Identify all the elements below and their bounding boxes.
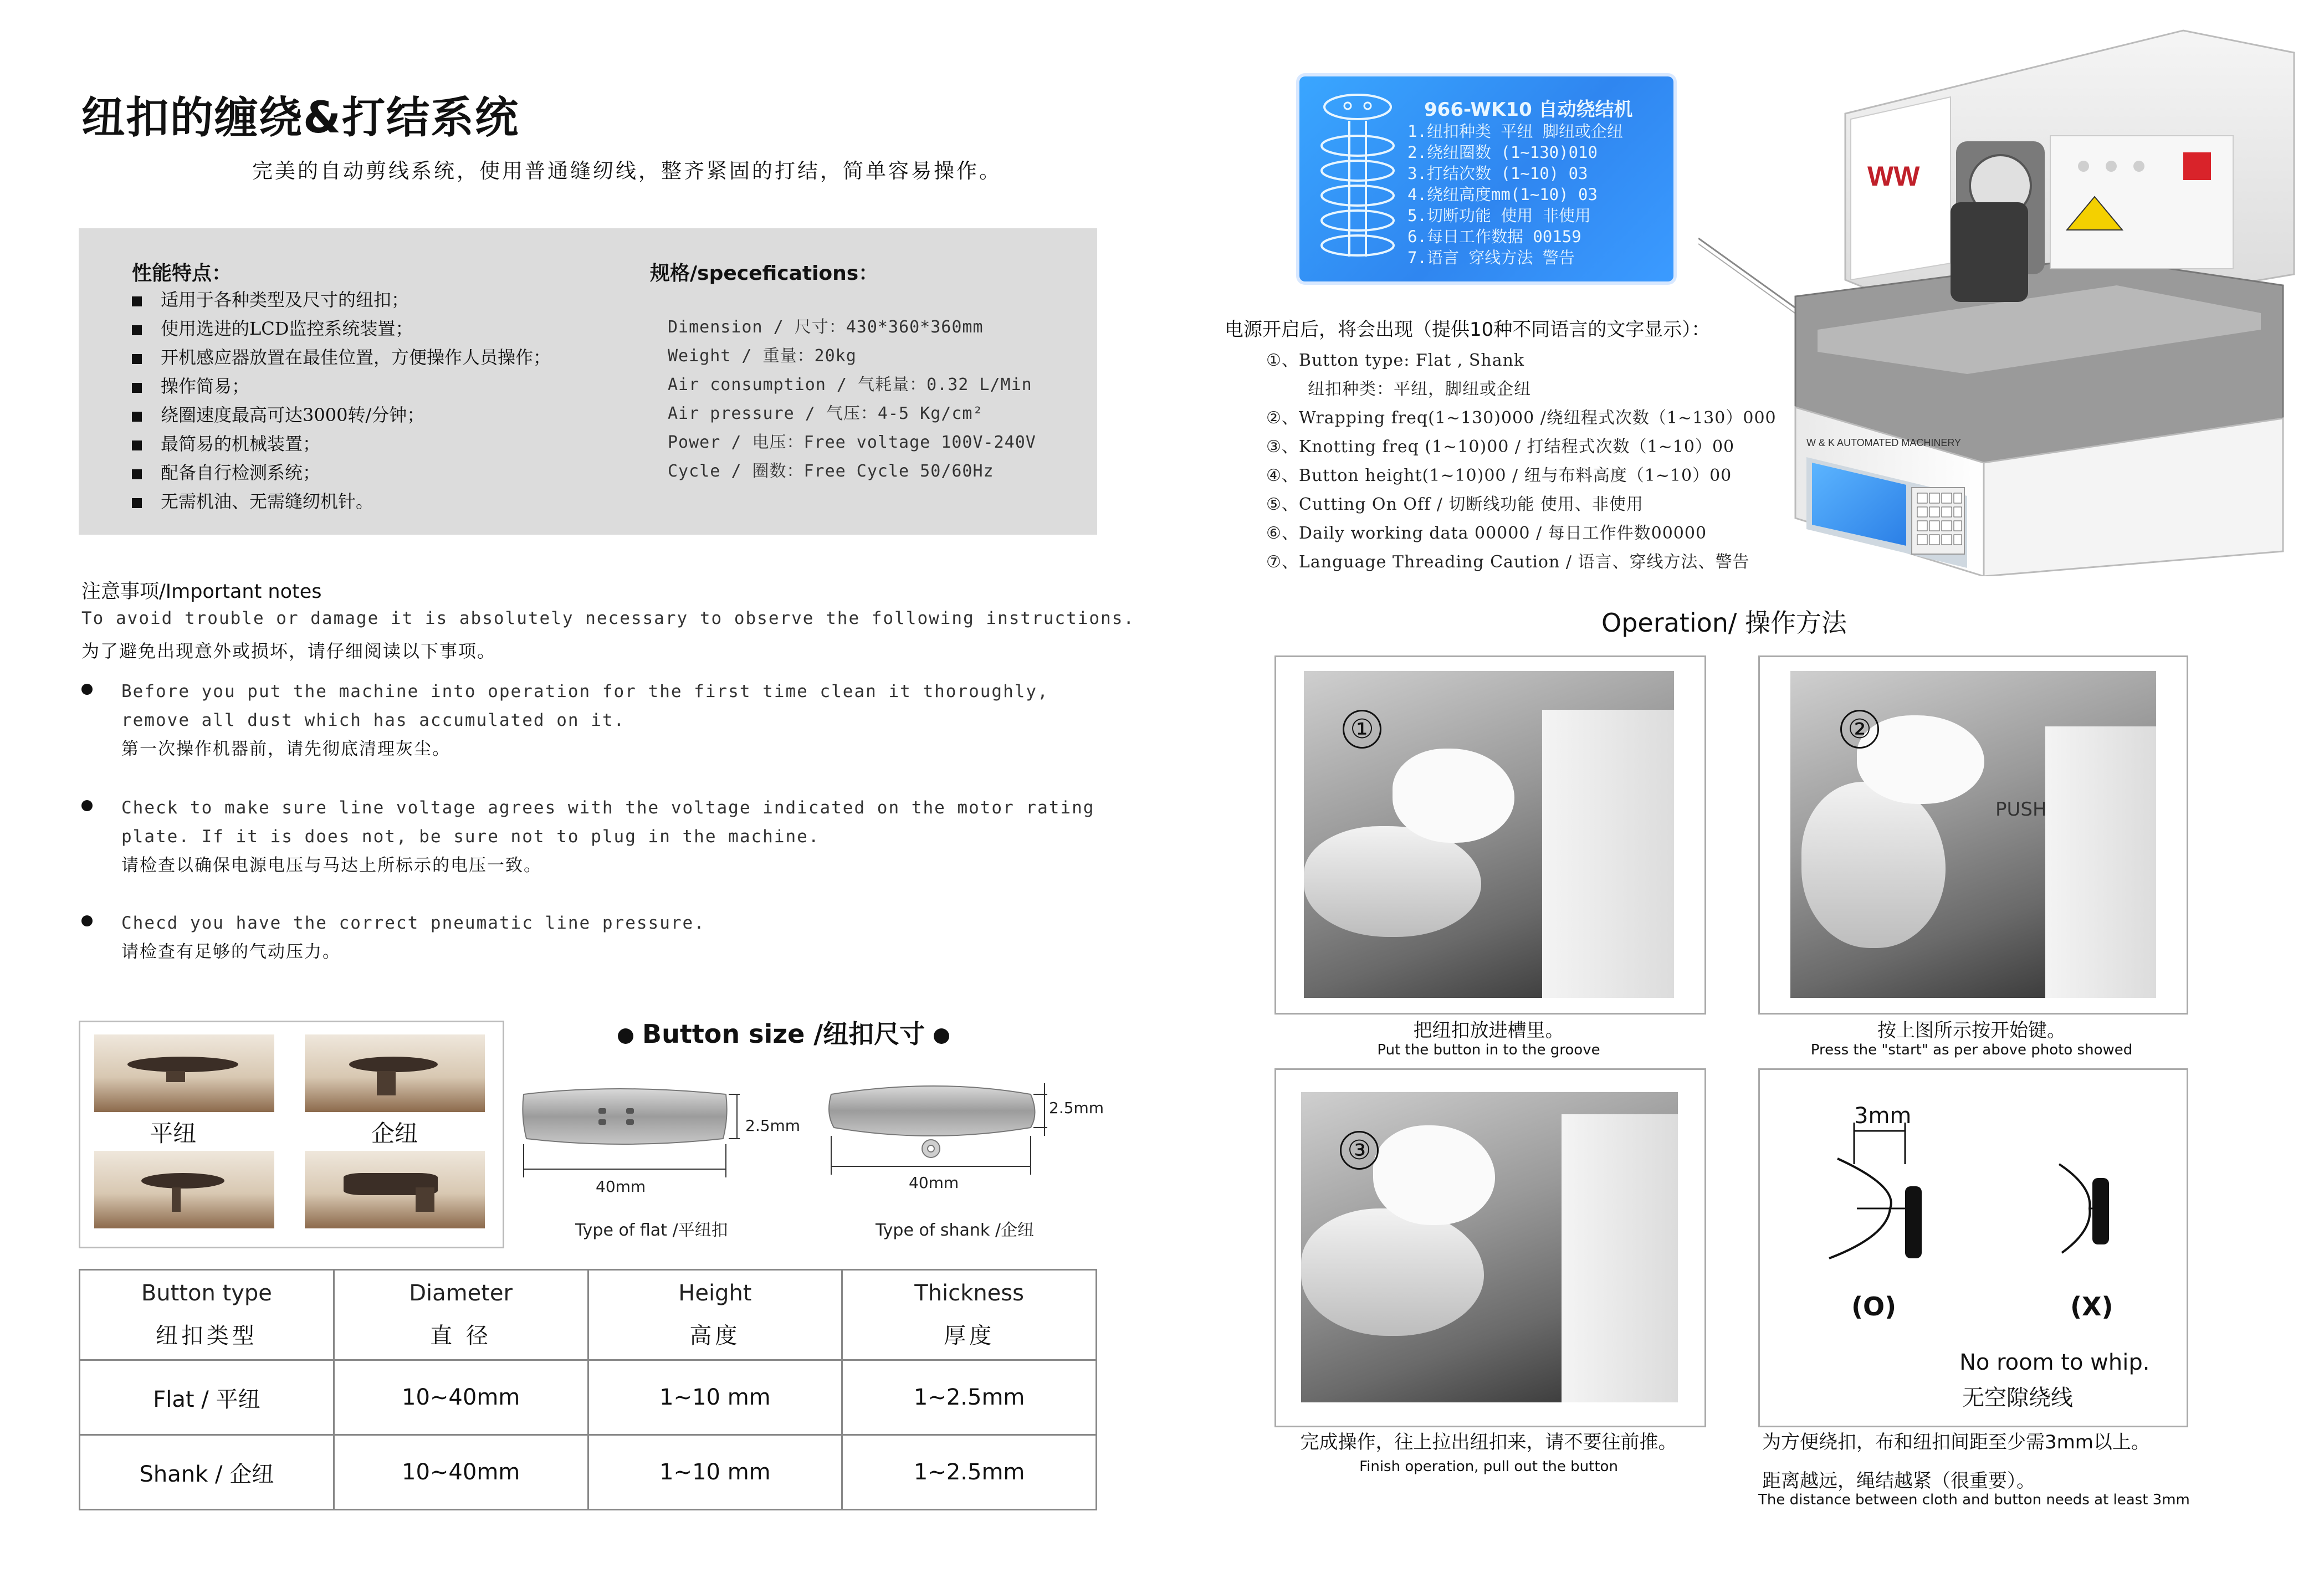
feature-item: 使用选进的LCD监控系统装置； xyxy=(132,314,551,343)
bullet-dot-icon xyxy=(81,684,93,695)
distance-caption-en: The distance between cloth and button needs at least 3mm xyxy=(1758,1492,2190,1508)
features-title: 性能特点： xyxy=(132,262,232,285)
shank-label: 企纽 xyxy=(371,1120,418,1147)
shank-button-shape xyxy=(829,1086,1035,1136)
button-photos xyxy=(79,1021,504,1248)
step-1-photo: ① xyxy=(1304,671,1674,998)
bullet-dot-icon xyxy=(618,1028,633,1044)
table-header-cell: Thickness 厚度 xyxy=(842,1270,1097,1360)
flat-button-photo-side xyxy=(94,1151,274,1228)
spec-item: Air consumption / 气耗量：0.32 L/Min xyxy=(668,375,1032,395)
step-1-frame xyxy=(1274,655,1706,1015)
flat-diameter: 40mm xyxy=(596,1177,646,1196)
bullet-square-icon xyxy=(132,325,142,335)
svg-text:WW: WW xyxy=(1867,161,1920,192)
notes-title: 注意事项/Important notes xyxy=(81,581,322,603)
lcd-lines xyxy=(1407,121,1623,268)
lcd-line: 4.绕纽高度mm(1~10) 03 xyxy=(1407,185,1598,204)
table-cell: 1~2.5mm xyxy=(842,1435,1097,1510)
lcd-screen xyxy=(1299,76,1673,281)
flat-button-photo xyxy=(94,1034,274,1112)
bullet-dot-icon xyxy=(934,1028,949,1044)
ok-mark: (O) xyxy=(1851,1292,1897,1321)
operation-title: Operation/ 操作方法 xyxy=(1601,608,1847,638)
lcd-line: 6.每日工作数据 00159 xyxy=(1407,227,1581,246)
power-item: ⑥、Daily working data 00000 / 每日工作件数00000 xyxy=(1266,524,1707,543)
shank-diameter: 40mm xyxy=(909,1174,959,1192)
flat-label: 平纽 xyxy=(150,1120,197,1147)
gap-label: 3mm xyxy=(1854,1103,1912,1129)
spec-item: Dimension / 尺寸：430*360*360mm xyxy=(668,317,984,337)
step-1-caption-en: Put the button in to the groove xyxy=(1377,1042,1600,1058)
bullet-dot-icon xyxy=(81,800,93,811)
machine-image xyxy=(1784,19,2300,576)
table-header-cell: Diameter 直 径 xyxy=(334,1270,588,1360)
power-intro: 电源开启后，将会出现（提供10种不同语言的文字显示）： xyxy=(1225,319,1711,341)
bullet-square-icon xyxy=(132,498,142,508)
spec-item: Cycle / 圈数：Free Cycle 50/60Hz xyxy=(668,462,994,481)
bullet-dot-icon xyxy=(81,915,93,926)
push-label: PUSH xyxy=(1995,798,2047,821)
table-header-row xyxy=(80,1270,1097,1360)
step-3-caption-en: Finish operation, pull out the button xyxy=(1359,1458,1618,1475)
shank-caption: Type of shank /企纽 xyxy=(876,1221,1034,1240)
lcd-line: 1.纽扣种类 平纽 脚纽或企纽 xyxy=(1407,122,1623,141)
table-header-cell: Height 高度 xyxy=(588,1270,842,1360)
shank-thickness: 2.5mm xyxy=(1049,1099,1104,1117)
bullet-square-icon xyxy=(132,469,142,479)
no-room-note-en: No room to whip. xyxy=(1959,1350,2150,1375)
table-cell: 1~2.5mm xyxy=(842,1360,1097,1435)
power-list xyxy=(1266,346,1777,577)
table-cell: Flat / 平纽 xyxy=(80,1360,334,1435)
power-item: ⑤、Cutting On Off / 切断线功能 使用、非使用 xyxy=(1266,495,1644,514)
flat-caption: Type of flat /平纽扣 xyxy=(575,1221,728,1240)
step-3-photo: ③ xyxy=(1301,1092,1678,1402)
bullet-square-icon xyxy=(132,383,142,393)
machine-brand-label: W & K AUTOMATED MACHINERY xyxy=(1806,437,1962,448)
page-subtitle: 完美的自动剪线系统，使用普通缝纫线，整齐紧固的打结，简单容易操作。 xyxy=(252,159,1002,183)
table-header-cell: Button type 纽扣类型 xyxy=(80,1270,334,1360)
feature-item: 最简易的机械装置； xyxy=(132,429,551,458)
shank-button-photo-side xyxy=(305,1151,485,1228)
spec-item: Weight / 重量：20kg xyxy=(668,346,857,366)
power-item: ②、Wrapping freq(1~130)000 /绕纽程式次数（1~130）000 xyxy=(1266,408,1777,428)
spec-item: Power / 电压：Free voltage 100V-240V xyxy=(668,433,1036,452)
button-spec-table xyxy=(79,1269,1097,1510)
page-title: 纽扣的缠绕&打结系统 xyxy=(81,93,520,143)
step-2-frame xyxy=(1758,655,2188,1015)
flat-button-shape xyxy=(523,1089,726,1144)
distance-frame xyxy=(1758,1068,2188,1427)
button-size-title: Button size /纽扣尺寸 xyxy=(618,1014,949,1051)
notes-intro-cn: 为了避免出现意外或损坏，请仔细阅读以下事项。 xyxy=(81,641,496,662)
step-2-photo: PUSH ② xyxy=(1790,671,2156,998)
machine-keypad xyxy=(1912,488,1964,554)
lcd-line: 2.绕纽圈数 (1~130)010 xyxy=(1407,143,1598,162)
power-item: ⑦、Language Threading Caution / 语言、穿线方法、警告 xyxy=(1266,552,1750,572)
note-item: Checd you have the correct pneumatic line pressure. 请检查有足够的气动压力。 xyxy=(81,909,1107,966)
bullet-square-icon xyxy=(132,354,142,364)
table-row xyxy=(80,1360,1097,1435)
notes-intro-en: To avoid trouble or damage it is absolutely necessary to observe the following instructions. xyxy=(81,608,1135,628)
distance-caption-cn-1: 为方便绕扣，布和纽扣间距至少需3mm以上。 xyxy=(1762,1431,2150,1453)
bullet-square-icon xyxy=(132,440,142,450)
table-cell: Shank / 企纽 xyxy=(80,1435,334,1510)
flat-thickness: 2.5mm xyxy=(745,1116,801,1135)
feature-item: 配备自行检测系统； xyxy=(132,458,551,487)
power-item: ③、Knotting freq (1~10)00 / 打结程式次数（1~10）00 xyxy=(1266,437,1735,457)
table-cell: 1~10 mm xyxy=(588,1360,842,1435)
table-cell: 10~40mm xyxy=(334,1435,588,1510)
power-item: 纽扣种类：平纽，脚纽或企纽 xyxy=(1308,380,1531,399)
table-cell: 10~40mm xyxy=(334,1360,588,1435)
step-3-frame xyxy=(1274,1068,1706,1427)
note-item: Check to make sure line voltage agrees with the voltage indicated on the motor rating plate. If it is does not, be sure not to plug in the machine. 请检查以确保电源电压与马达上所标示的电压一致。 xyxy=(81,793,1107,880)
specs-title: 规格/specefications： xyxy=(650,262,879,285)
note-item: Before you put the machine into operation for the first time clean it thoroughly, remove all dust which has accumulated on it. 第一次操作机器前，请先彻底清理灰尘。 xyxy=(81,677,1107,764)
bad-mark: (X) xyxy=(2070,1292,2113,1321)
no-room-note-cn: 无空隙绕线 xyxy=(1962,1385,2073,1411)
lcd-line: 5.切断功能 使用 非使用 xyxy=(1407,206,1591,225)
distance-caption-cn-2: 距离越远，绳结越紧（很重要）。 xyxy=(1762,1470,2035,1492)
lcd-line: 3.打结次数 (1~10) 03 xyxy=(1407,164,1588,183)
feature-item: 无需机油、无需缝纫机针。 xyxy=(132,487,551,516)
step-2-caption-cn: 按上图所示按开始键。 xyxy=(1877,1020,2066,1042)
step-3-caption-cn: 完成操作，往上拉出纽扣来，请不要往前推。 xyxy=(1300,1431,1677,1453)
feature-item: 开机感应器放置在最佳位置，方便操作人员操作； xyxy=(132,343,551,372)
bullet-square-icon xyxy=(132,296,142,306)
features-list xyxy=(132,285,551,516)
power-item: ④、Button height(1~10)00 / 纽与布料高度（1~10）00 xyxy=(1266,466,1732,485)
spec-item: Air pressure / 气压：4-5 Kg/cm² xyxy=(668,404,984,423)
table-cell: 1~10 mm xyxy=(588,1435,842,1510)
bullet-square-icon xyxy=(132,412,142,422)
button-coil-icon xyxy=(1313,90,1402,268)
specs-list xyxy=(668,313,1036,486)
power-item: ①、Button type: Flat , Shank xyxy=(1266,351,1525,370)
lcd-title: 966-WK10 自动绕结机 xyxy=(1424,99,1633,121)
shank-button-photo xyxy=(305,1034,485,1112)
lcd-line: 7.语言 穿线方法 警告 xyxy=(1407,248,1575,267)
step-2-caption-en: Press the "start" as per above photo showed xyxy=(1810,1042,2133,1058)
table-row xyxy=(80,1435,1097,1510)
feature-item: 绕圈速度最高可达3000转/分钟； xyxy=(132,401,551,429)
feature-item: 操作简易； xyxy=(132,372,551,401)
step-1-caption-cn: 把纽扣放进槽里。 xyxy=(1413,1020,1564,1042)
feature-item: 适用于各种类型及尺寸的纽扣； xyxy=(132,285,551,314)
